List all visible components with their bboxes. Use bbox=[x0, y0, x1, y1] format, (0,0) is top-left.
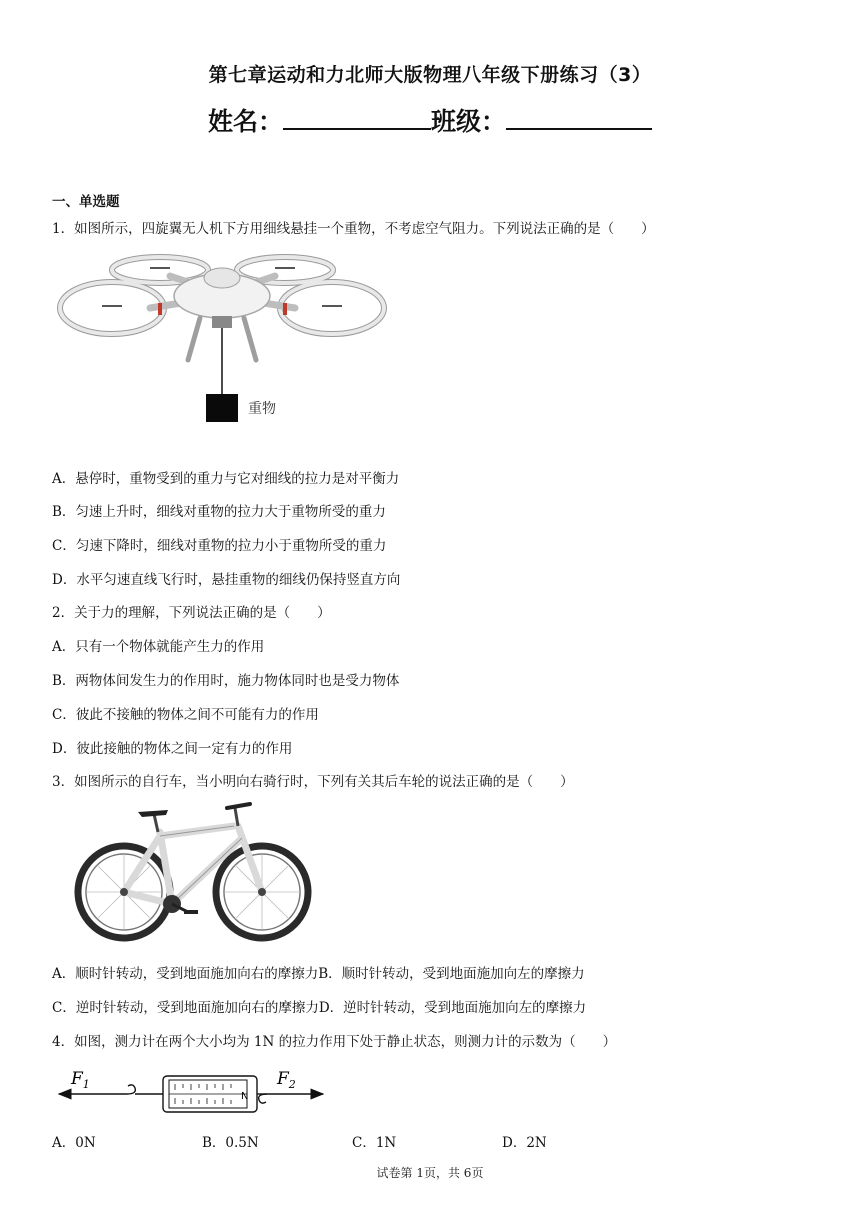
page-footer: 试卷第 1页，共 6页 bbox=[376, 1166, 484, 1180]
question-1-option-d[interactable]: D．水平匀速直线飞行时，悬挂重物的细线仍保持竖直方向 bbox=[52, 572, 401, 588]
bicycle-figure bbox=[72, 800, 312, 950]
question-2-option-a[interactable]: A．只有一个物体就能产生力的作用 bbox=[52, 639, 265, 655]
scale-unit-label: N bbox=[241, 1091, 249, 1102]
question-2-option-c[interactable]: C．彼此不接触的物体之间不可能有力的作用 bbox=[52, 707, 319, 723]
question-3-option-a-b[interactable]: A．顺时针转动，受到地面施加向右的摩擦力B．顺时针转动，受到地面施加向左的摩擦力 bbox=[52, 966, 585, 982]
question-4-stem: 4．如图，测力计在两个大小均为 1N 的拉力作用下处于静止状态，则测力计的示数为（ ） bbox=[52, 1034, 617, 1050]
question-2-option-d[interactable]: D．彼此接触的物体之间一定有力的作用 bbox=[52, 741, 293, 757]
question-1-option-c[interactable]: C．匀速下降时，细线对重物的拉力小于重物所受的重力 bbox=[52, 538, 387, 554]
question-3-stem: 3．如图所示的自行车，当小明向右骑行时，下列有关其后车轮的说法正确的是（ ） bbox=[52, 774, 574, 790]
question-2-option-b[interactable]: B．两物体间发生力的作用时，施力物体同时也是受力物体 bbox=[52, 673, 400, 689]
f1-label: $F_1$ bbox=[71, 1069, 90, 1091]
name-class-line bbox=[0, 102, 860, 138]
question-4-option-a[interactable]: A．0N bbox=[52, 1135, 96, 1151]
page-title: 第七章运动和力北师大版物理八年级下册练习（3） bbox=[208, 64, 652, 86]
class-blank[interactable] bbox=[506, 106, 652, 130]
f2-label: $F_2$ bbox=[277, 1069, 296, 1091]
question-1-option-b[interactable]: B．匀速上升时，细线对重物的拉力大于重物所受的重力 bbox=[52, 504, 386, 520]
section-title: 一、单选题 bbox=[52, 194, 120, 210]
name-label: 姓名： bbox=[207, 107, 283, 136]
question-4-option-c[interactable]: C．1N bbox=[352, 1135, 397, 1151]
question-4-option-b[interactable]: B．0.5N bbox=[202, 1135, 259, 1151]
name-blank[interactable] bbox=[283, 106, 431, 130]
question-1-stem: 1．如图所示，四旋翼无人机下方用细线悬挂一个重物，不考虑空气阻力。下列说法正确的是（ ） bbox=[52, 221, 655, 237]
class-label: 班级： bbox=[431, 107, 507, 136]
question-1-option-a[interactable]: A．悬停时，重物受到的重力与它对细线的拉力是对平衡力 bbox=[52, 471, 400, 487]
drone-figure bbox=[50, 248, 395, 428]
question-3-option-c-d[interactable]: C．逆时针转动，受到地面施加向右的摩擦力D．逆时针转动，受到地面施加向左的摩擦力 bbox=[52, 1000, 587, 1016]
spring-scale-figure bbox=[55, 1062, 330, 1122]
question-2-stem: 2．关于力的理解，下列说法正确的是（ ） bbox=[52, 605, 331, 621]
weight-label: 重物 bbox=[248, 401, 276, 417]
question-4-option-d[interactable]: D．2N bbox=[502, 1135, 547, 1151]
